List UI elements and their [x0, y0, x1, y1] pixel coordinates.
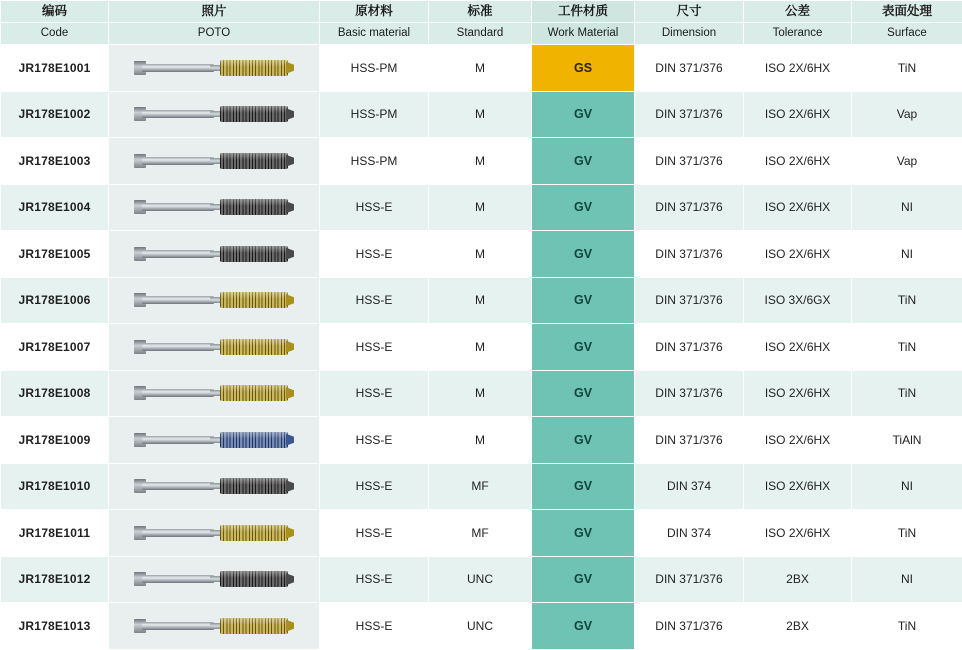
tap-tool-image	[134, 241, 294, 267]
cell-tolerance: ISO 2X/6HX	[744, 417, 852, 464]
cell-code: JR178E1009	[1, 417, 109, 464]
cell-dimension: DIN 374	[635, 510, 744, 557]
cell-work-material: GV	[532, 463, 635, 510]
tool-tip	[286, 620, 294, 632]
tool-tip	[286, 62, 294, 74]
cell-basic-material: HSS-E	[320, 324, 429, 371]
header-tolerance-en: Tolerance	[744, 23, 852, 45]
cell-dimension: DIN 371/376	[635, 231, 744, 278]
cell-dimension: DIN 371/376	[635, 184, 744, 231]
cell-basic-material: HSS-PM	[320, 138, 429, 185]
tool-thread	[220, 106, 288, 122]
table-row	[1, 510, 962, 557]
header-code-cn: 编码	[1, 1, 109, 23]
tool-tip	[286, 294, 294, 306]
cell-code: JR178E1012	[1, 556, 109, 603]
cell-standard: M	[429, 324, 532, 371]
cell-photo	[109, 91, 320, 138]
cell-dimension: DIN 371/376	[635, 370, 744, 417]
cell-surface: TiAlN	[852, 417, 962, 464]
cell-tolerance: ISO 2X/6HX	[744, 138, 852, 185]
cell-code: JR178E1005	[1, 231, 109, 278]
tap-tool-image	[134, 566, 294, 592]
cell-photo	[109, 463, 320, 510]
cell-surface: NI	[852, 463, 962, 510]
cell-basic-material: HSS-PM	[320, 91, 429, 138]
cell-tolerance: ISO 2X/6HX	[744, 463, 852, 510]
cell-work-material: GS	[532, 45, 635, 92]
cell-tolerance: ISO 2X/6HX	[744, 510, 852, 557]
header-standard-en: Standard	[429, 23, 532, 45]
cell-work-material: GV	[532, 417, 635, 464]
cell-work-material: GV	[532, 324, 635, 371]
cell-standard: M	[429, 417, 532, 464]
cell-standard: M	[429, 277, 532, 324]
table-header-row-en	[1, 23, 962, 45]
cell-basic-material: HSS-PM	[320, 45, 429, 92]
tool-shank	[142, 296, 214, 304]
tap-tool-image	[134, 194, 294, 220]
tool-thread	[220, 60, 288, 76]
table-row	[1, 277, 962, 324]
tap-tool-image	[134, 55, 294, 81]
cell-surface: TiN	[852, 370, 962, 417]
table-row	[1, 184, 962, 231]
tool-tip	[286, 201, 294, 213]
tap-tool-image	[134, 380, 294, 406]
tool-shank	[142, 622, 214, 630]
cell-standard: UNC	[429, 556, 532, 603]
tap-tool-image	[134, 334, 294, 360]
cell-surface: NI	[852, 184, 962, 231]
tap-tool-image	[134, 148, 294, 174]
tool-tip	[286, 434, 294, 446]
cell-tolerance: ISO 2X/6HX	[744, 91, 852, 138]
cell-tolerance: ISO 2X/6HX	[744, 184, 852, 231]
tap-tool-image	[134, 287, 294, 313]
header-photo-en: POTO	[109, 23, 320, 45]
table-row	[1, 231, 962, 278]
tool-shank	[142, 343, 214, 351]
cell-standard: MF	[429, 510, 532, 557]
cell-photo	[109, 417, 320, 464]
cell-standard: M	[429, 370, 532, 417]
table-row	[1, 417, 962, 464]
tap-tool-image	[134, 473, 294, 499]
cell-surface: NI	[852, 556, 962, 603]
cell-photo	[109, 603, 320, 650]
cell-photo	[109, 277, 320, 324]
cell-work-material: GV	[532, 91, 635, 138]
cell-dimension: DIN 374	[635, 463, 744, 510]
cell-surface: TiN	[852, 45, 962, 92]
tool-thread	[220, 153, 288, 169]
header-dimension-en: Dimension	[635, 23, 744, 45]
cell-standard: MF	[429, 463, 532, 510]
cell-work-material: GV	[532, 370, 635, 417]
tool-shank	[142, 110, 214, 118]
tool-thread	[220, 199, 288, 215]
header-standard-cn: 标准	[429, 1, 532, 23]
cell-code: JR178E1003	[1, 138, 109, 185]
cell-basic-material: HSS-E	[320, 417, 429, 464]
header-tolerance-cn: 公差	[744, 1, 852, 23]
cell-standard: M	[429, 231, 532, 278]
cell-work-material: GV	[532, 510, 635, 557]
header-surface-cn: 表面处理	[852, 1, 962, 23]
cell-work-material: GV	[532, 277, 635, 324]
cell-surface: Vap	[852, 91, 962, 138]
header-material-en: Basic material	[320, 23, 429, 45]
table-row	[1, 91, 962, 138]
cell-photo	[109, 184, 320, 231]
header-material-cn: 原材料	[320, 1, 429, 23]
tool-tip	[286, 108, 294, 120]
cell-surface: Vap	[852, 138, 962, 185]
tool-shank	[142, 436, 214, 444]
table-row	[1, 324, 962, 371]
cell-standard: M	[429, 91, 532, 138]
cell-standard: M	[429, 138, 532, 185]
cell-code: JR178E1011	[1, 510, 109, 557]
table-header-row-cn	[1, 1, 962, 23]
tool-thread	[220, 292, 288, 308]
cell-basic-material: HSS-E	[320, 603, 429, 650]
tool-shank	[142, 203, 214, 211]
tool-shank	[142, 482, 214, 490]
cell-dimension: DIN 371/376	[635, 138, 744, 185]
cell-tolerance: ISO 3X/6GX	[744, 277, 852, 324]
cell-tolerance: 2BX	[744, 603, 852, 650]
cell-tolerance: ISO 2X/6HX	[744, 45, 852, 92]
table-row	[1, 463, 962, 510]
tool-tip	[286, 248, 294, 260]
cell-code: JR178E1007	[1, 324, 109, 371]
cell-surface: NI	[852, 231, 962, 278]
cell-basic-material: HSS-E	[320, 556, 429, 603]
table-row	[1, 556, 962, 603]
table-row	[1, 370, 962, 417]
cell-work-material: GV	[532, 138, 635, 185]
tool-thread	[220, 571, 288, 587]
cell-basic-material: HSS-E	[320, 231, 429, 278]
tool-thread	[220, 618, 288, 634]
tool-tip	[286, 341, 294, 353]
cell-basic-material: HSS-E	[320, 184, 429, 231]
tool-thread	[220, 432, 288, 448]
cell-photo	[109, 138, 320, 185]
cell-tolerance: ISO 2X/6HX	[744, 231, 852, 278]
header-work-material-en: Work Material	[532, 23, 635, 45]
cell-tolerance: ISO 2X/6HX	[744, 370, 852, 417]
tool-thread	[220, 339, 288, 355]
cell-photo	[109, 510, 320, 557]
cell-photo	[109, 45, 320, 92]
tool-shank	[142, 389, 214, 397]
cell-basic-material: HSS-E	[320, 277, 429, 324]
cell-code: JR178E1004	[1, 184, 109, 231]
cell-code: JR178E1001	[1, 45, 109, 92]
cell-code: JR178E1006	[1, 277, 109, 324]
header-surface-en: Surface	[852, 23, 962, 45]
cell-work-material: GV	[532, 603, 635, 650]
cell-photo	[109, 370, 320, 417]
tool-shank	[142, 157, 214, 165]
header-photo-cn: 照片	[109, 1, 320, 23]
table-row	[1, 138, 962, 185]
tool-tip	[286, 480, 294, 492]
cell-surface: TiN	[852, 603, 962, 650]
cell-work-material: GV	[532, 184, 635, 231]
cell-code: JR178E1008	[1, 370, 109, 417]
cell-dimension: DIN 371/376	[635, 556, 744, 603]
cell-photo	[109, 324, 320, 371]
cell-standard: UNC	[429, 603, 532, 650]
cell-code: JR178E1013	[1, 603, 109, 650]
table-body	[1, 45, 962, 650]
cell-work-material: GV	[532, 556, 635, 603]
header-dimension-cn: 尺寸	[635, 1, 744, 23]
tool-shank	[142, 250, 214, 258]
cell-dimension: DIN 371/376	[635, 603, 744, 650]
tool-thread	[220, 478, 288, 494]
tool-thread	[220, 246, 288, 262]
tap-tool-image	[134, 101, 294, 127]
tool-shank	[142, 64, 214, 72]
cell-code: JR178E1002	[1, 91, 109, 138]
cell-basic-material: HSS-E	[320, 463, 429, 510]
tool-thread	[220, 385, 288, 401]
cell-surface: TiN	[852, 510, 962, 557]
tool-shank	[142, 529, 214, 537]
cell-photo	[109, 231, 320, 278]
tool-tip	[286, 573, 294, 585]
tool-tip	[286, 387, 294, 399]
cell-dimension: DIN 371/376	[635, 277, 744, 324]
tap-tool-image	[134, 613, 294, 639]
cell-standard: M	[429, 184, 532, 231]
cell-tolerance: ISO 2X/6HX	[744, 324, 852, 371]
cell-dimension: DIN 371/376	[635, 417, 744, 464]
header-work-material-cn: 工件材质	[532, 1, 635, 23]
tool-tip	[286, 155, 294, 167]
tap-tool-image	[134, 520, 294, 546]
tap-tool-image	[134, 427, 294, 453]
table-row	[1, 603, 962, 650]
cell-basic-material: HSS-E	[320, 510, 429, 557]
cell-basic-material: HSS-E	[320, 370, 429, 417]
cell-standard: M	[429, 45, 532, 92]
cell-surface: TiN	[852, 277, 962, 324]
cell-dimension: DIN 371/376	[635, 91, 744, 138]
table-row	[1, 45, 962, 92]
cell-dimension: DIN 371/376	[635, 45, 744, 92]
cell-dimension: DIN 371/376	[635, 324, 744, 371]
cell-work-material: GV	[532, 231, 635, 278]
tool-shank	[142, 575, 214, 583]
header-code-en: Code	[1, 23, 109, 45]
tool-tip	[286, 527, 294, 539]
cell-code: JR178E1010	[1, 463, 109, 510]
tool-thread	[220, 525, 288, 541]
cell-surface: TiN	[852, 324, 962, 371]
cell-photo	[109, 556, 320, 603]
cell-tolerance: 2BX	[744, 556, 852, 603]
